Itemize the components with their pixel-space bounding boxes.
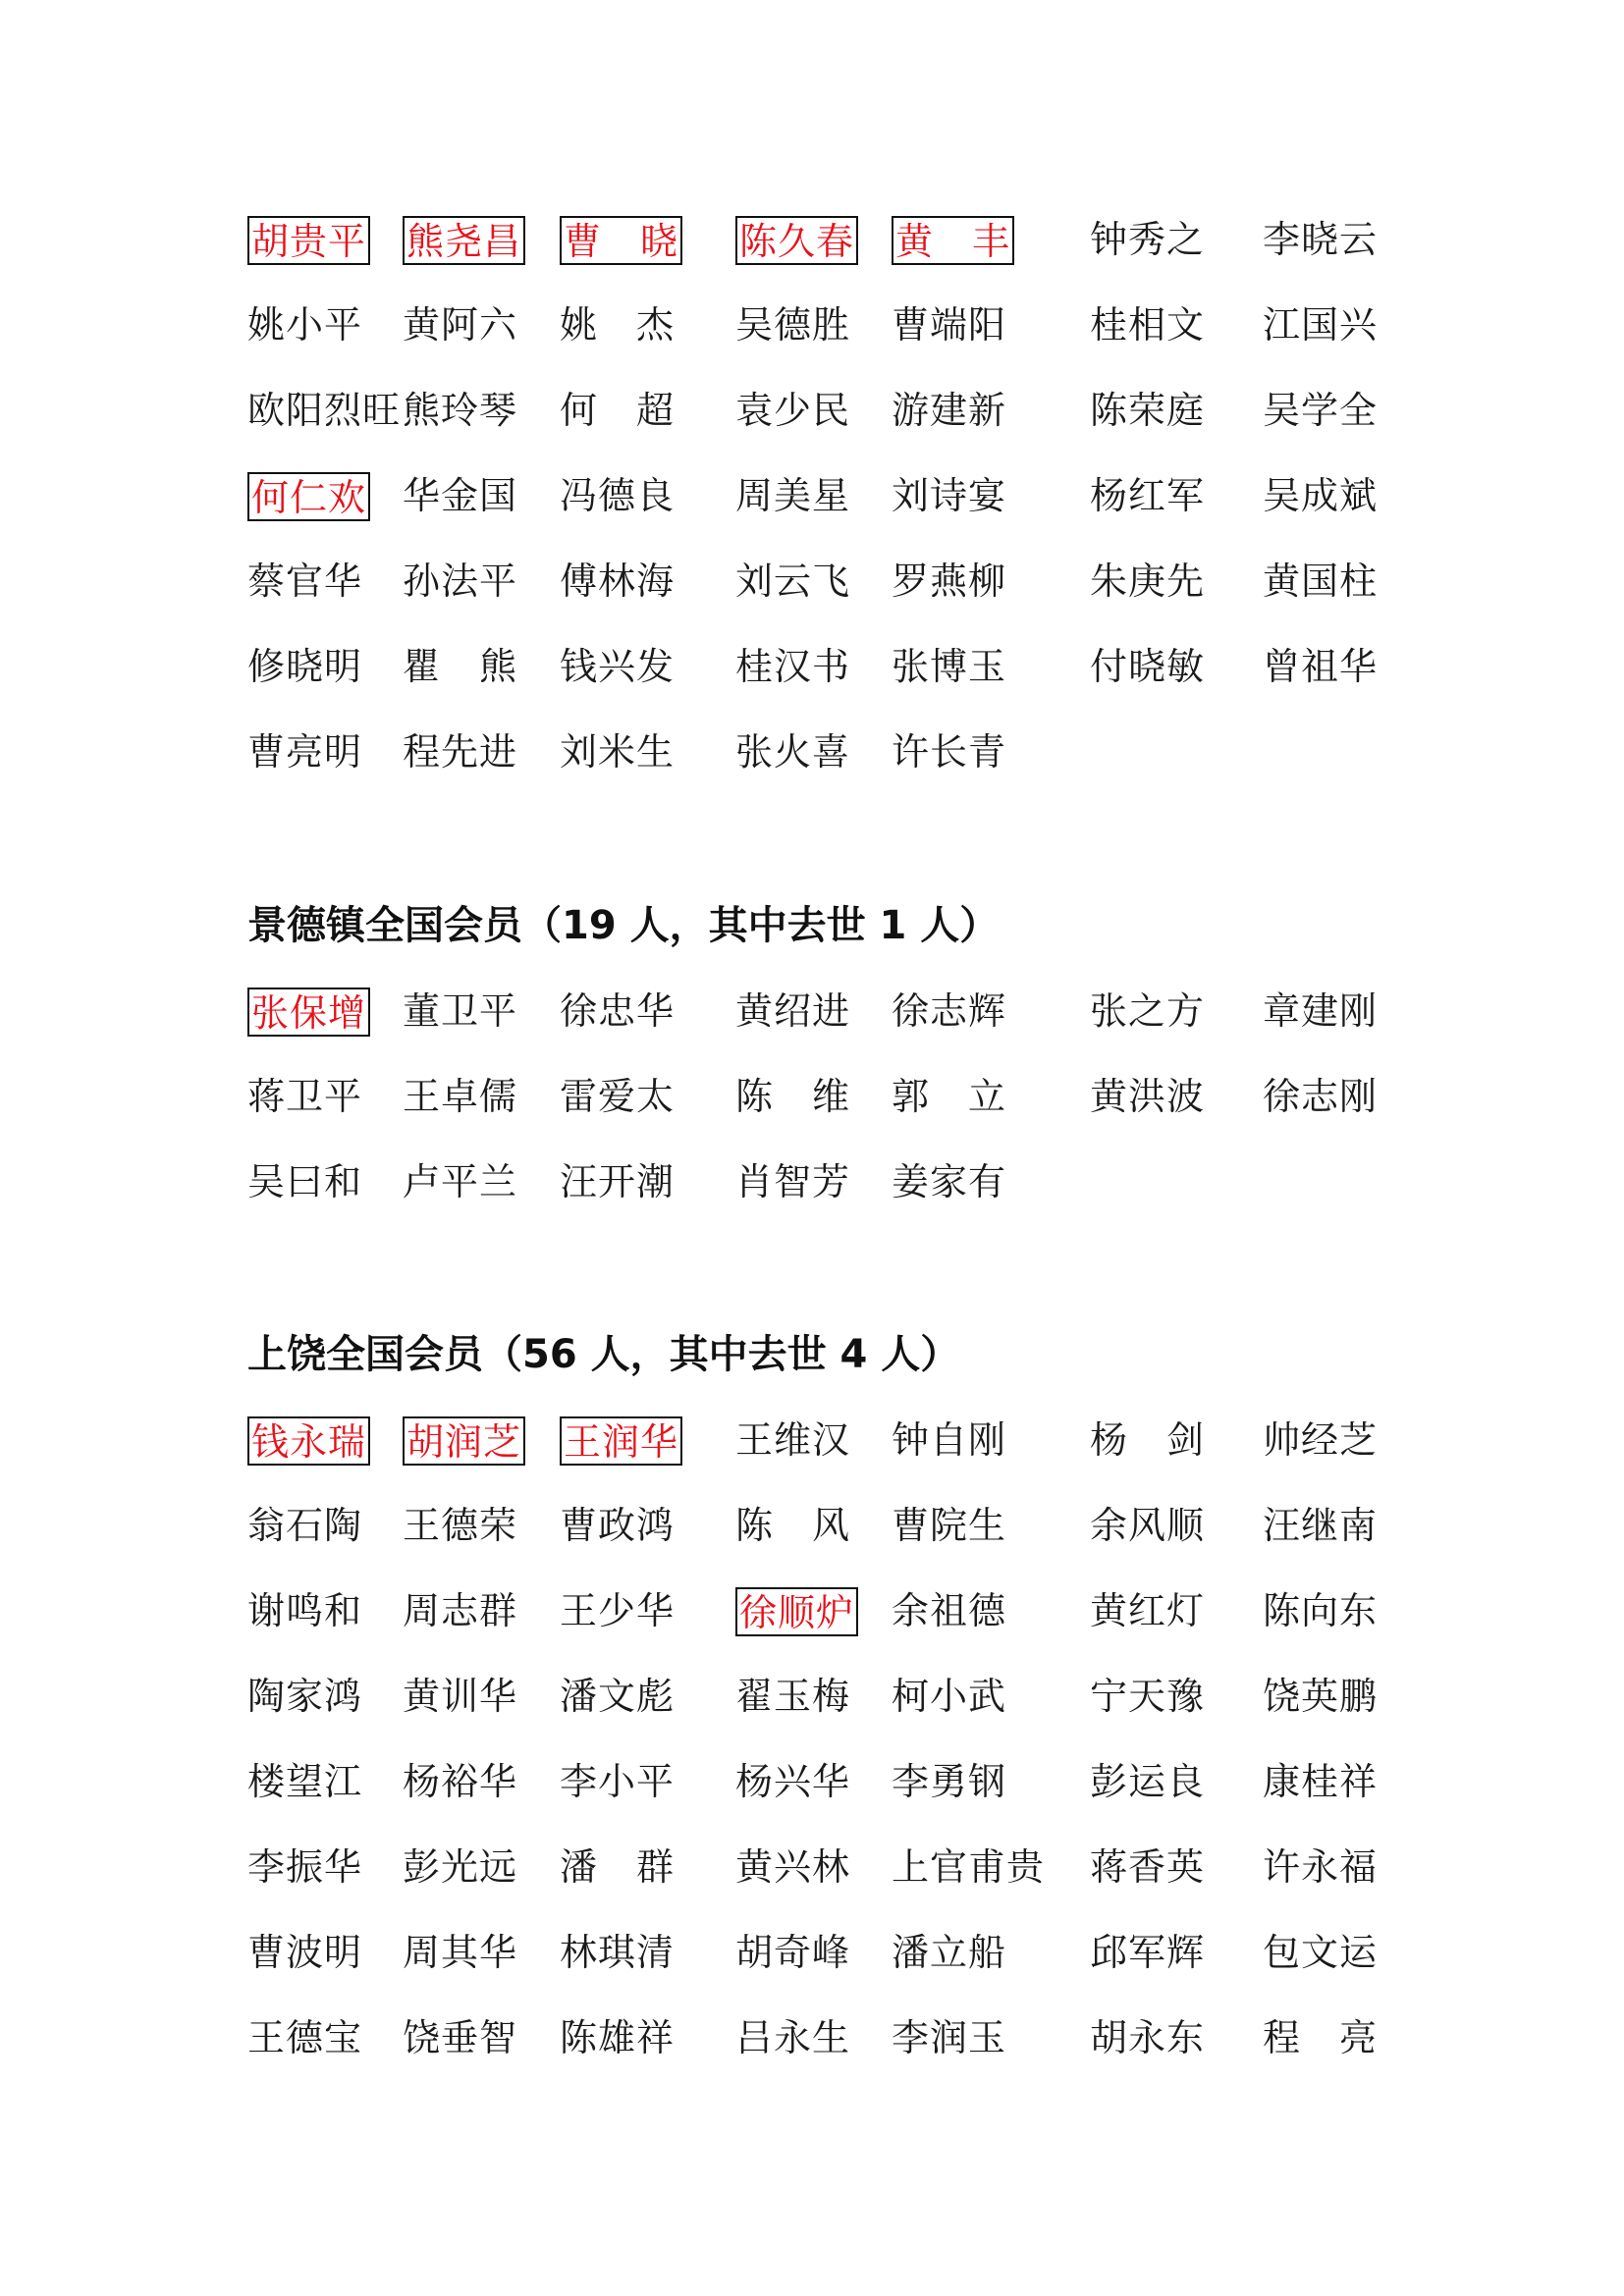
name-row — [247, 387, 1426, 472]
member-name: 姚 杰 — [560, 303, 676, 347]
name-row — [247, 1158, 1426, 1244]
member-name-deceased: 何仁欢 — [247, 472, 370, 521]
member-name: 翟玉梅 — [735, 1675, 851, 1718]
member-name: 袁少民 — [735, 389, 851, 432]
member-name: 曹端阳 — [892, 303, 1007, 347]
member-name: 潘文彪 — [560, 1675, 676, 1718]
member-name: 林琪清 — [560, 1931, 676, 1974]
member-name: 李勇钢 — [892, 1760, 1007, 1803]
member-name: 黄绍进 — [735, 989, 851, 1033]
name-row — [247, 1843, 1426, 1929]
member-name: 康桂祥 — [1263, 1760, 1379, 1803]
member-name: 钟秀之 — [1090, 218, 1206, 261]
member-name: 蔡官华 — [247, 560, 363, 603]
member-name: 胡奇峰 — [735, 1931, 851, 1974]
member-name: 饶英鹏 — [1263, 1675, 1379, 1718]
member-name: 杨 剑 — [1090, 1418, 1206, 1462]
member-name: 傅林海 — [560, 560, 676, 603]
member-name: 徐志辉 — [892, 989, 1007, 1033]
member-name: 付晓敏 — [1090, 645, 1206, 688]
member-name: 黄兴林 — [735, 1845, 851, 1889]
member-name: 吴德胜 — [735, 303, 851, 347]
member-name: 彭运良 — [1090, 1760, 1206, 1803]
member-name: 刘米生 — [560, 730, 676, 774]
member-name: 邱军辉 — [1090, 1931, 1206, 1974]
member-name: 张之方 — [1090, 989, 1206, 1033]
member-name: 桂汉书 — [735, 645, 851, 688]
member-name: 罗燕柳 — [892, 560, 1007, 603]
name-row — [247, 643, 1426, 728]
member-name: 黄红灯 — [1090, 1589, 1206, 1632]
member-name: 柯小武 — [892, 1675, 1007, 1718]
member-name: 曹亮明 — [247, 730, 363, 774]
member-name: 李晓云 — [1263, 218, 1379, 261]
member-name: 饶垂智 — [403, 2016, 518, 2059]
member-name: 王德荣 — [403, 1504, 518, 1547]
member-name: 郭 立 — [892, 1075, 1007, 1118]
member-name: 肖智芳 — [735, 1160, 851, 1203]
member-name: 卢平兰 — [403, 1160, 518, 1203]
member-name: 修晓明 — [247, 645, 363, 688]
member-name-deceased: 钱永瑞 — [247, 1416, 370, 1466]
member-name: 程先进 — [403, 730, 518, 774]
member-name: 曹院生 — [892, 1504, 1007, 1547]
member-name: 李小平 — [560, 1760, 676, 1803]
member-name: 江国兴 — [1263, 303, 1379, 347]
member-name: 黄国柱 — [1263, 560, 1379, 603]
name-row — [247, 1673, 1426, 1758]
member-name: 曹政鸿 — [560, 1504, 676, 1547]
member-name: 王卓儒 — [403, 1075, 518, 1118]
member-name: 上官甫贵 — [892, 1845, 1046, 1889]
section-heading-shangrao: 上饶全国会员（56 人，其中去世 4 人） — [247, 1332, 960, 1377]
member-name: 吴曰和 — [247, 1160, 363, 1203]
member-name: 刘云飞 — [735, 560, 851, 603]
member-name: 冯德良 — [560, 474, 676, 517]
member-name: 胡永东 — [1090, 2016, 1206, 2059]
member-name: 钟自刚 — [892, 1418, 1007, 1462]
member-name: 钱兴发 — [560, 645, 676, 688]
member-name: 何 超 — [560, 389, 676, 432]
member-name: 宁天豫 — [1090, 1675, 1206, 1718]
member-name: 翁石陶 — [247, 1504, 363, 1547]
name-row — [247, 1502, 1426, 1587]
member-name-deceased: 徐顺炉 — [735, 1587, 858, 1636]
member-name: 谢鸣和 — [247, 1589, 363, 1632]
member-name: 蒋香英 — [1090, 1845, 1206, 1889]
name-row — [247, 472, 1426, 558]
member-name: 周志群 — [403, 1589, 518, 1632]
member-name: 曹波明 — [247, 1931, 363, 1974]
member-name: 吕永生 — [735, 2016, 851, 2059]
member-name: 帅经芝 — [1263, 1418, 1379, 1462]
member-name: 汪继南 — [1263, 1504, 1379, 1547]
name-row — [247, 1416, 1426, 1502]
member-name: 许长青 — [892, 730, 1007, 774]
member-name: 陈雄祥 — [560, 2016, 676, 2059]
member-name: 陈荣庭 — [1090, 389, 1206, 432]
member-name: 陈 维 — [735, 1075, 851, 1118]
member-name-deceased: 陈久春 — [735, 216, 858, 265]
name-row — [247, 988, 1426, 1073]
member-name: 朱庚先 — [1090, 560, 1206, 603]
member-name: 杨兴华 — [735, 1760, 851, 1803]
member-name: 陈 风 — [735, 1504, 851, 1547]
member-name: 熊玲琴 — [403, 389, 518, 432]
member-name: 华金国 — [403, 474, 518, 517]
member-name-deceased: 张保增 — [247, 988, 370, 1037]
member-name: 徐志刚 — [1263, 1075, 1379, 1118]
member-name: 黄洪波 — [1090, 1075, 1206, 1118]
member-name: 周美星 — [735, 474, 851, 517]
member-name: 王德宝 — [247, 2016, 363, 2059]
name-row — [247, 558, 1426, 643]
member-name: 陶家鸿 — [247, 1675, 363, 1718]
member-name: 杨裕华 — [403, 1760, 518, 1803]
member-name: 董卫平 — [403, 989, 518, 1033]
member-name-deceased: 胡贵平 — [247, 216, 370, 265]
member-name: 余风顺 — [1090, 1504, 1206, 1547]
member-name: 吴学全 — [1263, 389, 1379, 432]
member-name: 潘 群 — [560, 1845, 676, 1889]
member-name: 瞿 熊 — [403, 645, 518, 688]
member-name: 姚小平 — [247, 303, 363, 347]
member-name: 杨红军 — [1090, 474, 1206, 517]
member-name: 吴成斌 — [1263, 474, 1379, 517]
name-row — [247, 1929, 1426, 2014]
member-name: 彭光远 — [403, 1845, 518, 1889]
member-name-deceased: 熊尧昌 — [403, 216, 525, 265]
member-name: 黄训华 — [403, 1675, 518, 1718]
member-name: 蒋卫平 — [247, 1075, 363, 1118]
name-row — [247, 216, 1426, 301]
member-name: 游建新 — [892, 389, 1007, 432]
name-row — [247, 728, 1426, 814]
member-name-deceased: 黄 丰 — [892, 216, 1014, 265]
member-name: 王维汉 — [735, 1418, 851, 1462]
member-name: 余祖德 — [892, 1589, 1007, 1632]
member-name: 黄阿六 — [403, 303, 518, 347]
section-heading-jingdezhen: 景德镇全国会员（19 人，其中去世 1 人） — [247, 903, 1000, 948]
member-name: 徐忠华 — [560, 989, 676, 1033]
member-name: 张火喜 — [735, 730, 851, 774]
name-row — [247, 1587, 1426, 1673]
name-row — [247, 1758, 1426, 1843]
member-name: 曾祖华 — [1263, 645, 1379, 688]
member-name: 程 亮 — [1263, 2016, 1379, 2059]
member-name: 桂相文 — [1090, 303, 1206, 347]
member-name: 周其华 — [403, 1931, 518, 1974]
member-name: 陈向东 — [1263, 1589, 1379, 1632]
member-name: 刘诗宴 — [892, 474, 1007, 517]
name-row — [247, 2014, 1426, 2100]
member-name: 楼望江 — [247, 1760, 363, 1803]
member-name: 李润玉 — [892, 2016, 1007, 2059]
member-name: 包文运 — [1263, 1931, 1379, 1974]
member-name-deceased: 王润华 — [560, 1416, 682, 1466]
member-name: 雷爱太 — [560, 1075, 676, 1118]
member-name: 章建刚 — [1263, 989, 1379, 1033]
name-row — [247, 301, 1426, 387]
member-name: 潘立船 — [892, 1931, 1007, 1974]
name-row — [247, 1073, 1426, 1158]
member-name: 李振华 — [247, 1845, 363, 1889]
member-name-deceased: 曹 晓 — [560, 216, 682, 265]
member-name: 汪开潮 — [560, 1160, 676, 1203]
member-name-deceased: 胡润芝 — [403, 1416, 525, 1466]
member-name: 孙法平 — [403, 560, 518, 603]
member-name: 张博玉 — [892, 645, 1007, 688]
member-name: 姜家有 — [892, 1160, 1007, 1203]
member-name: 王少华 — [560, 1589, 676, 1632]
member-name: 欧阳烈旺 — [247, 389, 402, 432]
member-name: 许永福 — [1263, 1845, 1379, 1889]
